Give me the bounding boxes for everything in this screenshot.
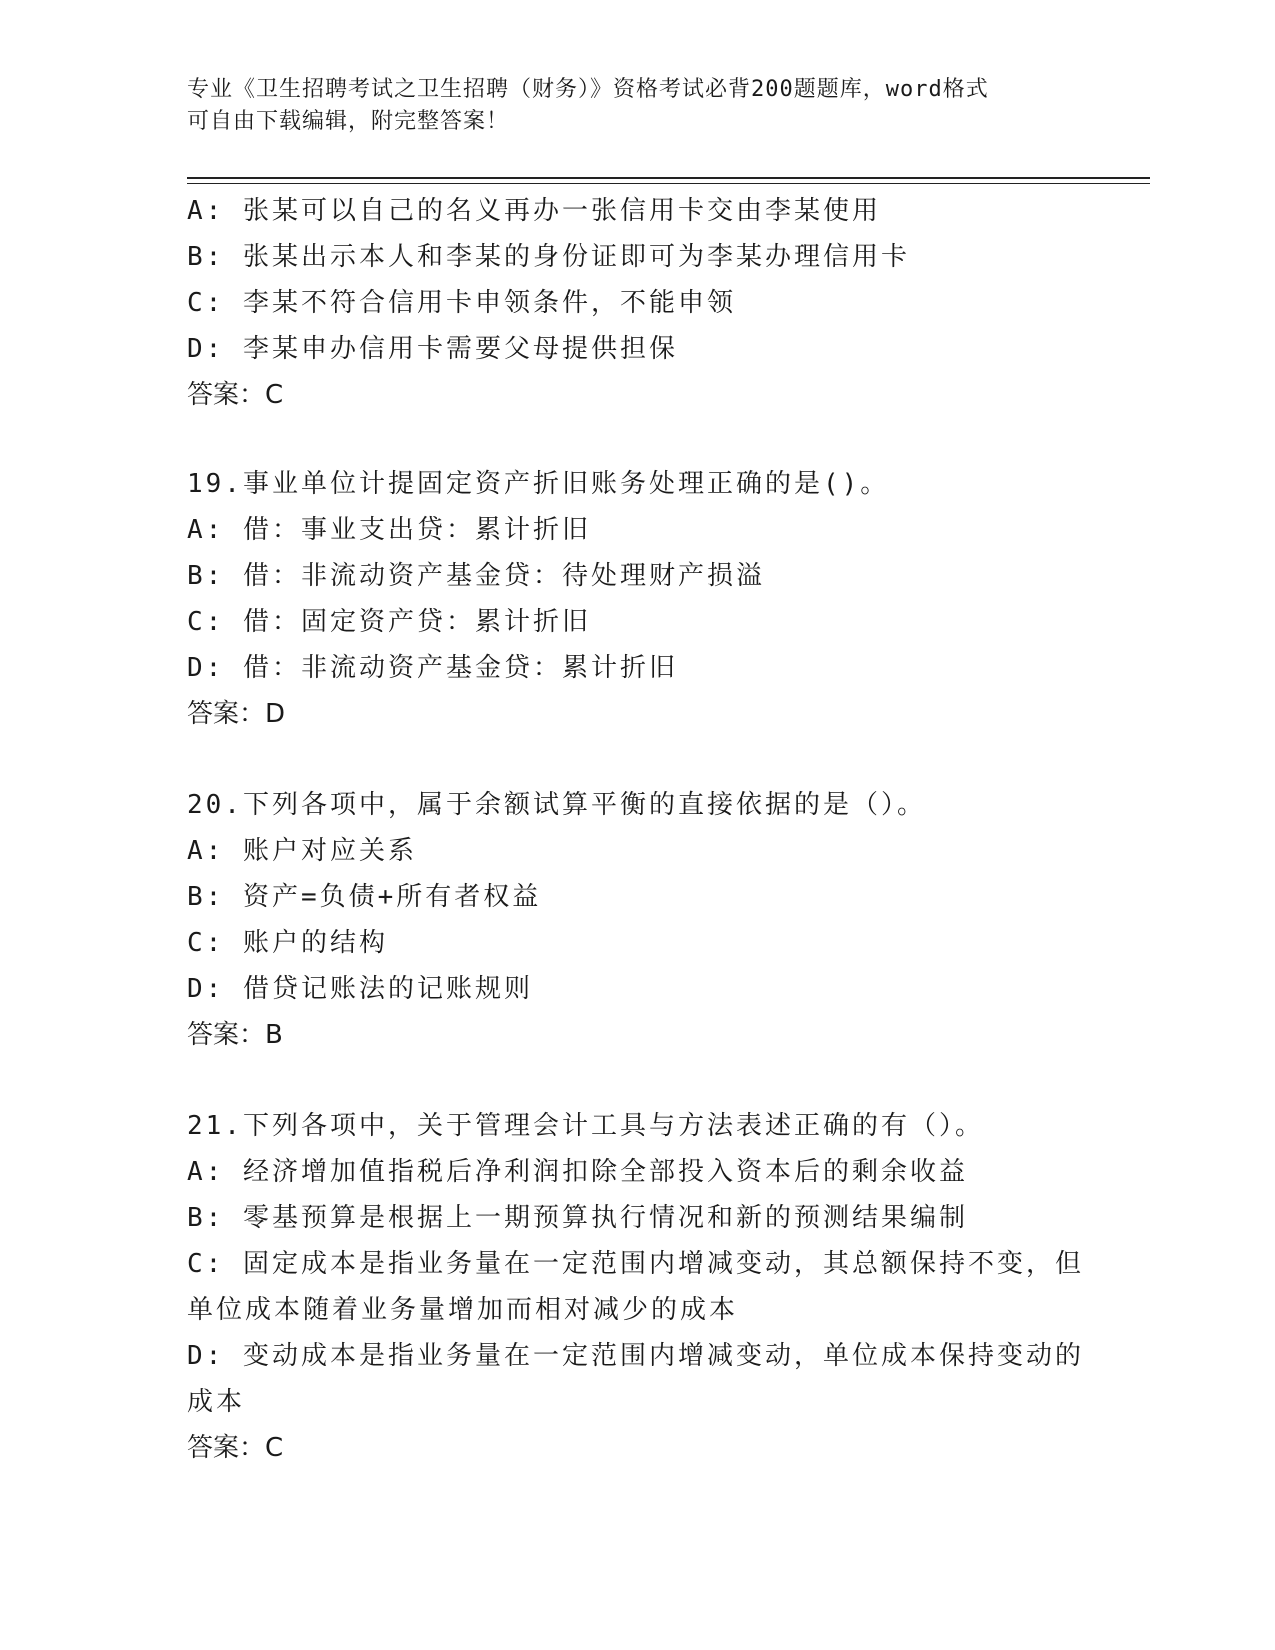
- header-line-2: 可自由下载编辑，附完整答案！: [187, 109, 510, 134]
- document-header: [187, 74, 1087, 138]
- spacer: [187, 737, 1087, 782]
- option-b: B: 资产=负债+所有者权益: [187, 882, 542, 912]
- option-c: C: 账户的结构: [187, 928, 388, 958]
- option-a: A: 经济增加值指税后净利润扣除全部投入资本后的剩余收益: [187, 1157, 968, 1187]
- answer: 答案：C: [187, 1433, 284, 1463]
- question-block-19: [187, 461, 1087, 737]
- option-a: A: 账户对应关系: [187, 836, 417, 866]
- answer: 答案：D: [187, 699, 286, 729]
- question-block-21: [187, 1103, 1087, 1471]
- header-divider-thick: [187, 177, 1150, 179]
- option-b: B: 借：非流动资产基金贷：待处理财产损溢: [187, 561, 765, 591]
- header-line-1: 专业《卫生招聘考试之卫生招聘（财务）》资格考试必背200题题库，word格式: [187, 77, 989, 102]
- option-a: A: 张某可以自己的名义再办一张信用卡交由李某使用: [187, 196, 881, 226]
- question-block-18: [187, 188, 1087, 418]
- option-a: A: 借：事业支出贷：累计折旧: [187, 515, 591, 545]
- answer: 答案：C: [187, 380, 284, 410]
- spacer: [187, 418, 1087, 461]
- question-list: [187, 188, 1087, 1471]
- answer: 答案：B: [187, 1020, 283, 1050]
- option-c: C: 李某不符合信用卡申领条件，不能申领: [187, 288, 736, 318]
- question-text: 19.事业单位计提固定资产折旧账务处理正确的是()。: [187, 469, 890, 499]
- option-c: C: 借：固定资产贷：累计折旧: [187, 607, 591, 637]
- question-text: 20.下列各项中，属于余额试算平衡的直接依据的是（）。: [187, 790, 926, 820]
- option-c: C: 固定成本是指业务量在一定范围内增减变动，其总额保持不变，但: [187, 1249, 1084, 1279]
- question-block-20: [187, 782, 1087, 1058]
- question-text: 21.下列各项中，关于管理会计工具与方法表述正确的有（）。: [187, 1111, 984, 1141]
- option-d: D: 借：非流动资产基金贷：累计折旧: [187, 653, 678, 683]
- option-d: D: 借贷记账法的记账规则: [187, 974, 533, 1004]
- option-d-continued: 成本: [187, 1387, 246, 1417]
- option-d: D: 变动成本是指业务量在一定范围内增减变动，单位成本保持变动的: [187, 1341, 1084, 1371]
- option-b: B: 零基预算是根据上一期预算执行情况和新的预测结果编制: [187, 1203, 968, 1233]
- option-b: B: 张某出示本人和李某的身份证即可为李某办理信用卡: [187, 242, 910, 272]
- spacer: [187, 1058, 1087, 1103]
- option-c-continued: 单位成本随着业务量增加而相对减少的成本: [187, 1295, 739, 1325]
- option-d: D: 李某申办信用卡需要父母提供担保: [187, 334, 678, 364]
- header-divider-thin: [187, 183, 1150, 184]
